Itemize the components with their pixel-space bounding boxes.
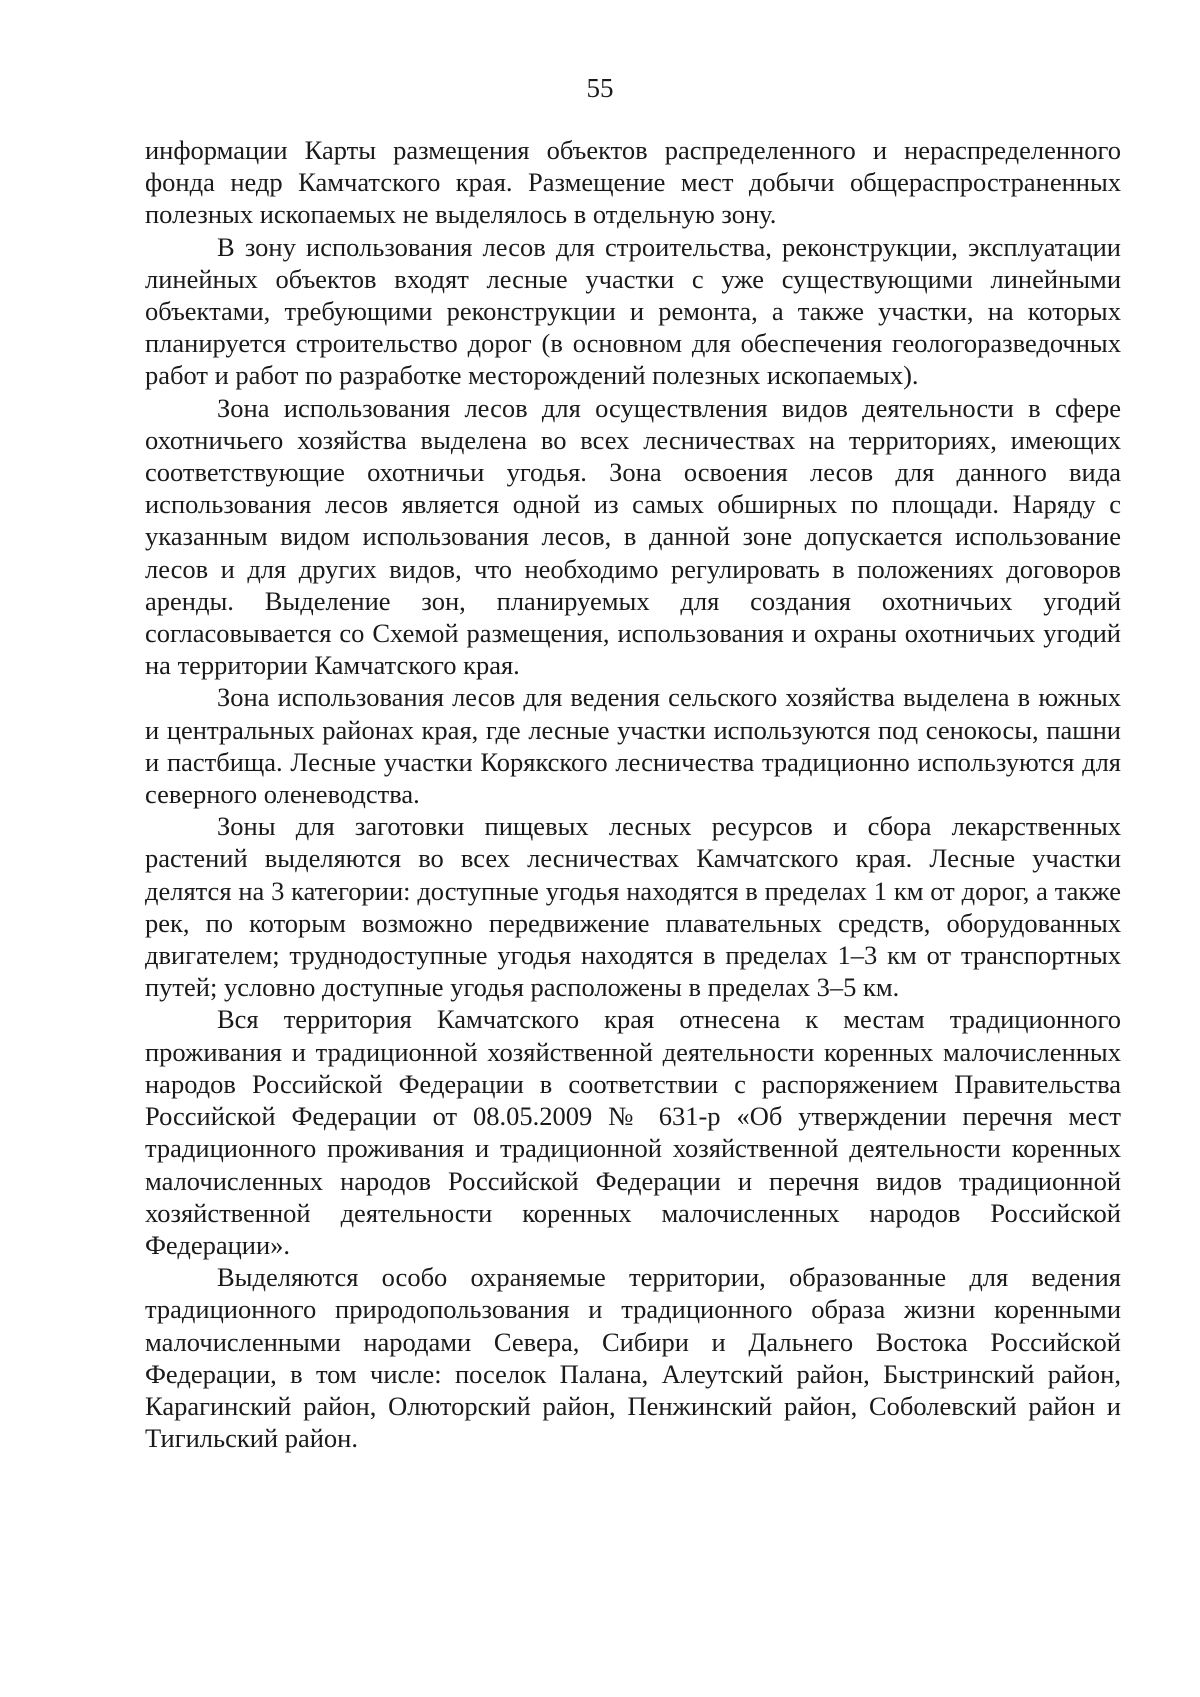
- page-number: 55: [586, 73, 614, 103]
- body-text: [145, 134, 1121, 1454]
- paragraph-hunting-zone: Зона использования лесов для осуществления видов деятельности в сфере охотничьего хозяйства выделена во всех лесничествах на территориях, имеющих соответствующие охотничьи угодья. Зона освоения лесов для данного вида использования лесов является одной из самых обширных по площади. Наряду с указанным видом использования лесов, в данной зоне допускается использование лесов и для других видов, что необходимо регулировать в положениях договоров аренды. Выделение зон, планируемых для создания охотничьих угодий согласовывается со Схемой размещения, использования и охраны охотничьих угодий на территории Камчатского края.: [145, 392, 1121, 681]
- paragraph-agriculture-zone: Зона использования лесов для ведения сельского хозяйства выделена в южных и центральных районах края, где лесные участки используются под сенокосы, пашни и пастбища. Лесные участки Корякского лесничества традиционно используются для северного оленеводства.: [145, 682, 1121, 810]
- paragraph-protected-territories: Выделяются особо охраняемые территории, образованные для ведения традиционного природопользования и традиционного образа жизни коренными малочисленными народами Севера, Сибири и Дальнего Востока Российской Федерации, в том числе: поселок Палана, Алеутский район, Быстринский район, Карагинский район, Олюторский район, Пенжинский район, Соболевский район и Тигильский район.: [145, 1262, 1121, 1454]
- paragraph-linear-objects: В зону использования лесов для строительства, реконструкции, эксплуатации линейных объектов входят лесные участки с уже существующими линейными объектами, требующими реконструкции и ремонта, а также участки, на которых планируется строительство дорог (в основном для обеспечения геологоразведочных работ и работ по разработке месторождений полезных ископаемых).: [145, 231, 1121, 391]
- paragraph-food-resources-zone: Зоны для заготовки пищевых лесных ресурсов и сбора лекарственных растений выделяются во всех лесничествах Камчатского края. Лесные участки делятся на 3 категории: доступные угодья находятся в пределах 1 км от дорог, а также рек, по которым возможно передвижение плавательных средств, оборудованных двигателем; труднодоступные угодья находятся в пределах 1–3 км от транспортных путей; условно доступные угодья расположены в пределах 3–5 км.: [145, 811, 1121, 1003]
- paragraph-indigenous-territory: Вся территория Камчатского края отнесена к местам традиционного проживания и традиционной хозяйственной деятельности коренных малочисленных народов Российской Федерации в соответствии с распоряжением Правительства Российской Федерации от 08.05.2009 № 631-р «Об утверждении перечня мест традиционного проживания и традиционной хозяйственной деятельности коренных малочисленных народов Российской Федерации и перечня видов традиционной хозяйственной деятельности коренных малочисленных народов Российской Федерации».: [145, 1004, 1121, 1260]
- paragraph-continued: информации Карты размещения объектов распределенного и нераспределенного фонда недр Камчатского края. Размещение мест добычи общераспространенных полезных ископаемых не выделялось в отдельную зону.: [145, 135, 1121, 230]
